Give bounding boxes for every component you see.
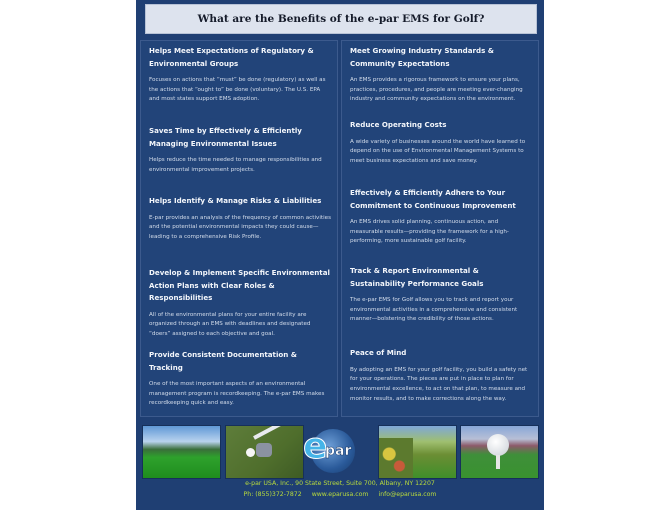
- flower-fairway-photo: [378, 425, 457, 479]
- contact-footer: [136, 478, 544, 500]
- benefit-documentation: [149, 349, 331, 409]
- benefit-body: E-par provides an analysis of the frequency of common activities and the potential environmental impacts they could cause—leading to a comprehensive Risk Profile.: [149, 214, 331, 240]
- footer-phone: Ph: (855)372-7872: [243, 491, 302, 498]
- benefit-action-plans: [149, 267, 331, 340]
- tee: [496, 455, 500, 469]
- benefit-body: An EMS provides a rigorous framework to ensure your plans, practices, procedures, and people are meeting ever-changing industry and community expectations on the environment.: [350, 77, 523, 103]
- benefit-body: Helps reduce the time needed to manage responsibilities and environmental improvement projects.: [149, 157, 322, 173]
- benefit-heading: Helps Identify & Manage Risks & Liabilities: [149, 196, 322, 205]
- benefit-body: An EMS drives solid planning, continuous action, and measurable results—providing the framework for a high-performing, more sustainable golf facility.: [350, 219, 509, 245]
- title-banner: [145, 4, 537, 34]
- benefit-heading: Provide Consistent Documentation & Tracking: [149, 350, 297, 372]
- benefit-continuous-improvement: [350, 187, 532, 247]
- golf-course-photo: [142, 425, 221, 479]
- footer-website-link[interactable]: www.eparusa.com: [311, 491, 369, 498]
- footer-email-link[interactable]: info@eparusa.com: [378, 491, 437, 498]
- footer-address: e-par USA, Inc., 90 State Street, Suite 700, Albany, NY 12207: [245, 480, 435, 487]
- golf-ball: [487, 434, 509, 456]
- benefit-body: Focuses on actions that “must” be done (regulatory) as well as the actions that “ought to” be done (voluntary). The U.S. EPA and most states support EMS adoption.: [149, 77, 326, 103]
- footer-contact-line: [136, 489, 544, 500]
- e-par-logo: [301, 427, 363, 475]
- benefit-risks: [149, 195, 331, 243]
- benefit-body: By adopting an EMS for your golf facility, you build a safety net for your operations. The pieces are put in place to plan for environmental excellence, to act on that plan, to measure and monitor results, and to make corrections along the way.: [350, 366, 528, 402]
- putter-ball-photo: [225, 425, 304, 479]
- benefit-operating-costs: [350, 119, 532, 167]
- ball-on-tee-photo: [460, 425, 539, 479]
- golf-ball: [246, 448, 255, 457]
- benefit-track-report: [350, 265, 532, 325]
- benefit-industry-standards: [350, 45, 532, 105]
- benefit-heading: Meet Growing Industry Standards & Community Expectations: [350, 46, 494, 68]
- benefit-saves-time: [149, 125, 331, 175]
- benefit-heading: Develop & Implement Specific Environmental Action Plans with Clear Roles & Responsibilities: [149, 268, 330, 302]
- benefit-body: The e-par EMS for Golf allows you to track and report your environmental activities in a comprehensive and consistent manner—bolstering the credibility of those actions.: [350, 297, 518, 323]
- benefit-heading: Helps Meet Expectations of Regulatory & Environmental Groups: [149, 46, 314, 68]
- logo-par: par: [325, 443, 352, 459]
- flyer-page: [136, 0, 544, 510]
- page-title: What are the Benefits of the e-par EMS for Golf?: [197, 13, 485, 25]
- benefit-heading: Saves Time by Effectively & Efficiently Managing Environmental Issues: [149, 126, 302, 148]
- right-benefits-panel: [341, 40, 539, 417]
- benefit-regulatory: [149, 45, 331, 105]
- benefit-heading: Reduce Operating Costs: [350, 120, 447, 129]
- putter-head: [256, 443, 272, 457]
- benefit-body: One of the most important aspects of an environmental management program is recordkeeping. The e-par EMS makes recordkeeping quick and easy.: [149, 381, 325, 407]
- benefit-body: A wide variety of businesses around the world have learned to depend on the use of Environmental Management Systems to meet business expectations and save money.: [350, 138, 526, 164]
- benefit-peace-of-mind: [350, 347, 532, 404]
- benefit-heading: Effectively & Efficiently Adhere to Your Commitment to Continuous Improvement: [350, 188, 516, 210]
- logo-e: e: [303, 426, 328, 467]
- benefit-heading: Track & Report Environmental & Sustainability Performance Goals: [350, 266, 484, 288]
- putter-shaft: [253, 425, 304, 440]
- benefit-heading: Peace of Mind: [350, 348, 407, 357]
- left-benefits-panel: [140, 40, 338, 417]
- flowers: [379, 438, 413, 478]
- benefit-body: All of the environmental plans for your entire facility are organized through an EMS with deadlines and designated “doers” assigned to each objective and goal.: [149, 311, 311, 337]
